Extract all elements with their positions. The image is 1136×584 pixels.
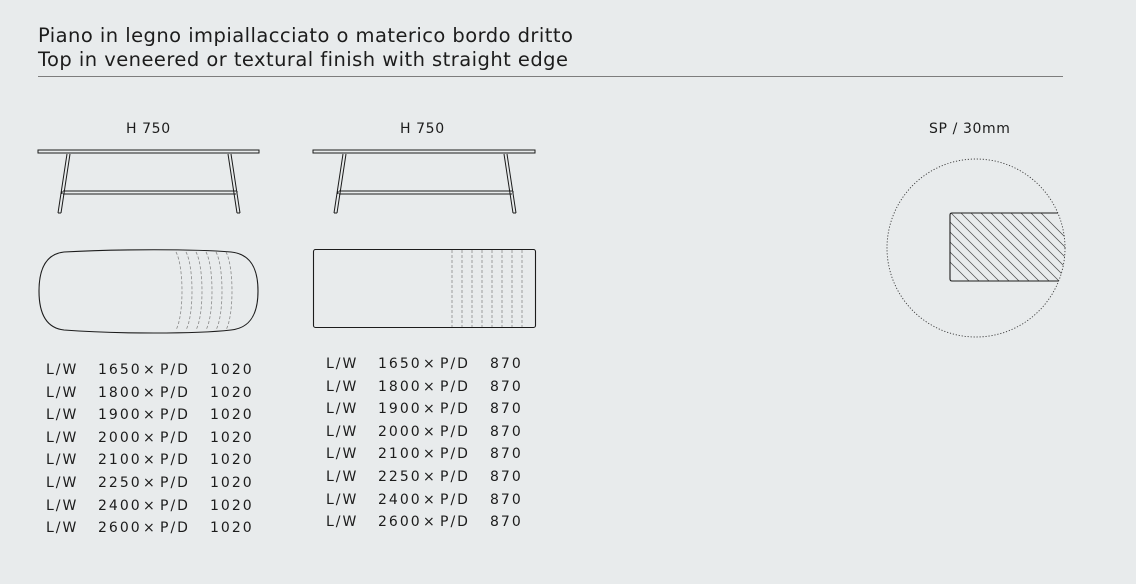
edge-detail-drawing	[884, 156, 1068, 340]
title-english: Top in veneered or textural finish with straight edge	[38, 48, 569, 71]
dimension-row: L/W 2400× P/D 1020	[46, 497, 254, 514]
dimension-row: L/W 2000× P/D 1020	[46, 429, 254, 446]
dimension-row: L/W 1900× P/D 1020	[46, 407, 254, 424]
dimension-row: L/W 2400× P/D 870	[326, 491, 523, 508]
table-b-dimension-list	[326, 353, 523, 534]
dimension-row: L/W 2100× P/D 870	[326, 446, 523, 463]
table-a-height-label: H 750	[126, 121, 171, 137]
dimension-row: L/W 2000× P/D 870	[326, 423, 523, 440]
dimension-row: L/W 1650× P/D 1020	[46, 362, 254, 378]
title-divider	[38, 76, 1063, 77]
table-a-elevation-drawing	[36, 146, 262, 216]
dimension-row: L/W 2100× P/D 1020	[46, 452, 254, 469]
dimension-row: L/W 1800× P/D 870	[326, 378, 523, 395]
table-b-top-plan-drawing	[311, 247, 539, 331]
table-b-elevation-drawing	[311, 146, 539, 216]
table-a-top-plan-drawing	[36, 247, 262, 339]
title-italian: Piano in legno impiallacciato o materico bordo dritto	[38, 24, 574, 47]
dimension-row: L/W 2600× P/D 870	[326, 514, 523, 531]
dimension-row: L/W 2250× P/D 1020	[46, 474, 254, 491]
dimension-row: L/W 1650× P/D 870	[326, 356, 523, 372]
dimension-row: L/W 1800× P/D 1020	[46, 384, 254, 401]
table-a-dimension-list	[46, 359, 254, 540]
dimension-row: L/W 2250× P/D 870	[326, 468, 523, 485]
edge-thickness-label: SP / 30mm	[929, 121, 1011, 137]
table-b-height-label: H 750	[400, 121, 445, 137]
page-title	[38, 24, 573, 72]
dimension-row: L/W 2600× P/D 1020	[46, 520, 254, 537]
dimension-row: L/W 1900× P/D 870	[326, 401, 523, 418]
